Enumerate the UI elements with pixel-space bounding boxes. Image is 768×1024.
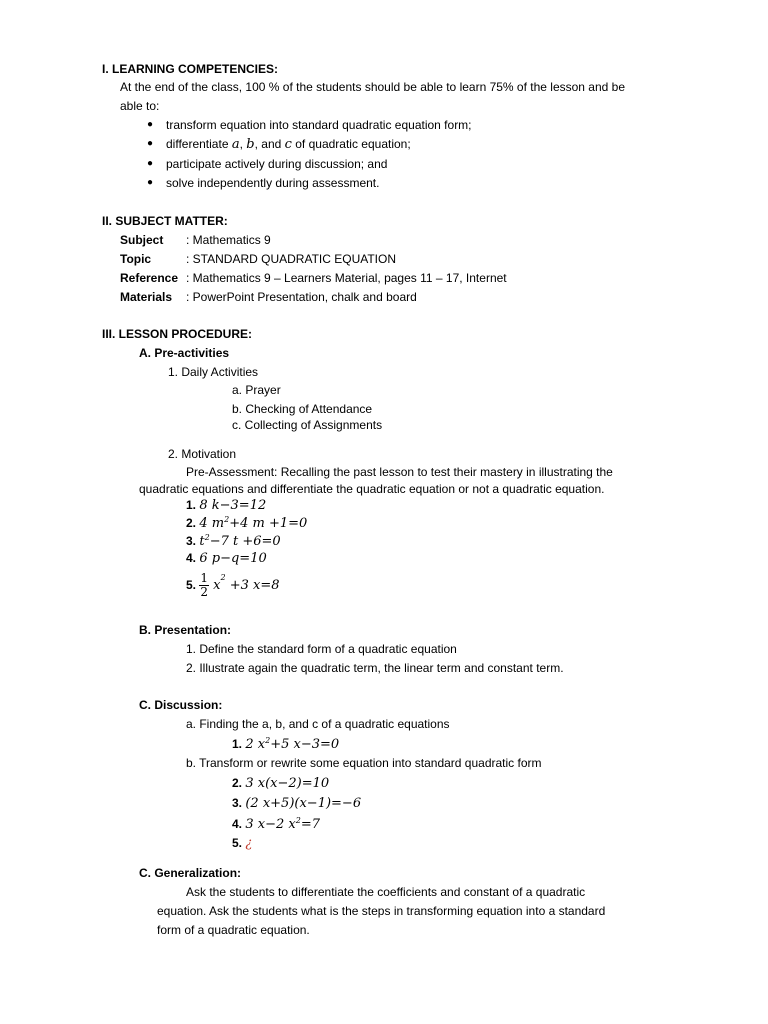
fraction: $\frac{1}{2}$ (200, 571, 208, 600)
discussion-heading: C. Discussion: (139, 698, 223, 712)
competencies-intro-line1: At the end of the class, 100 % of the students should be able to learn 75% of the lesson and be (120, 80, 626, 94)
competency-item: differentiate a, b, and c of quadratic equation; (166, 137, 411, 152)
discussion-item: 5. ¿ (232, 836, 253, 851)
pre-assessment-line1: Pre-Assessment: Recalling the past lesson to test their mastery in illustrating the (186, 465, 613, 479)
bullet-icon: ● (147, 177, 154, 188)
daily-activity-item: b. Checking of Attendance (232, 402, 373, 416)
section-heading-competencies: I. LEARNING COMPETENCIES: (102, 62, 279, 76)
subject-label: Subject (120, 233, 164, 247)
presentation-item: 1. Define the standard form of a quadratic equation (186, 642, 457, 656)
topic-label: Topic (120, 252, 152, 266)
pre-assessment-item: 2. 4 $m^2+4$ m +1=0 (186, 515, 308, 531)
presentation-heading: B. Presentation: (139, 623, 232, 637)
bullet-icon: ● (147, 138, 154, 149)
competency-item: solve independently during assessment. (166, 176, 380, 190)
generalization-line1: Ask the students to differentiate the coefficients and constant of a quadratic (186, 885, 586, 899)
materials-label: Materials (120, 290, 173, 304)
materials-value: : PowerPoint Presentation, chalk and board (186, 290, 417, 304)
generalization-line2: equation. Ask the students what is the steps in transforming equation into a standard (157, 904, 606, 918)
reference-label: Reference (120, 271, 179, 285)
competencies-intro-line2: able to: (120, 99, 160, 113)
competency-item: transform equation into standard quadratic equation form; (166, 118, 472, 132)
discussion-part-b: b. Transform or rewrite some equation into standard quadratic form (186, 756, 542, 770)
pre-assessment-line2: quadratic equations and differentiate the quadratic equation or not a quadratic equation. (139, 482, 605, 496)
motivation-heading: 2. Motivation (168, 447, 237, 461)
discussion-item: 3. (2 x+5)(x−1)=−6 (232, 796, 362, 811)
generalization-line3: form of a quadratic equation. (157, 923, 310, 937)
discussion-item: 2. 3 x(x−2)=10 (232, 776, 330, 791)
pre-assessment-item: 4. 6 p−q=10 (186, 551, 267, 566)
subject-value: : Mathematics 9 (186, 233, 271, 247)
presentation-item: 2. Illustrate again the quadratic term, the linear term and constant term. (186, 661, 564, 675)
discussion-part-a: a. Finding the a, b, and c of a quadratic equations (186, 717, 450, 731)
generalization-heading: C. Generalization: (139, 866, 242, 880)
pre-assessment-item: 5. $\frac{1}{2}$ $x^2 +3$ x=8 (186, 571, 280, 600)
discussion-item: 4. 3 x−2 $x^2=7$ (232, 816, 320, 832)
pre-assessment-item: 3. $t^2-7$ t +6=0 (186, 533, 281, 549)
competency-item: participate actively during discussion; and (166, 157, 388, 171)
daily-activities-heading: 1. Daily Activities (168, 365, 259, 379)
topic-value: : STANDARD QUADRATIC EQUATION (186, 252, 397, 266)
bullet-icon: ● (147, 119, 154, 130)
section-heading-lesson-procedure: III. LESSON PROCEDURE: (102, 327, 253, 341)
daily-activity-item: a. Prayer (232, 383, 281, 397)
pre-activities-heading: A. Pre-activities (139, 346, 230, 360)
pre-assessment-item: 1. 8 k−3=12 (186, 498, 267, 513)
bullet-icon: ● (147, 158, 154, 169)
daily-activity-item: c. Collecting of Assignments (232, 418, 383, 432)
discussion-item: 1. 2 $x^2+5$ x−3=0 (232, 736, 340, 752)
reference-value: : Mathematics 9 – Learners Material, pages 11 – 17, Internet (186, 271, 507, 285)
section-heading-subject-matter: II. SUBJECT MATTER: (102, 214, 228, 228)
